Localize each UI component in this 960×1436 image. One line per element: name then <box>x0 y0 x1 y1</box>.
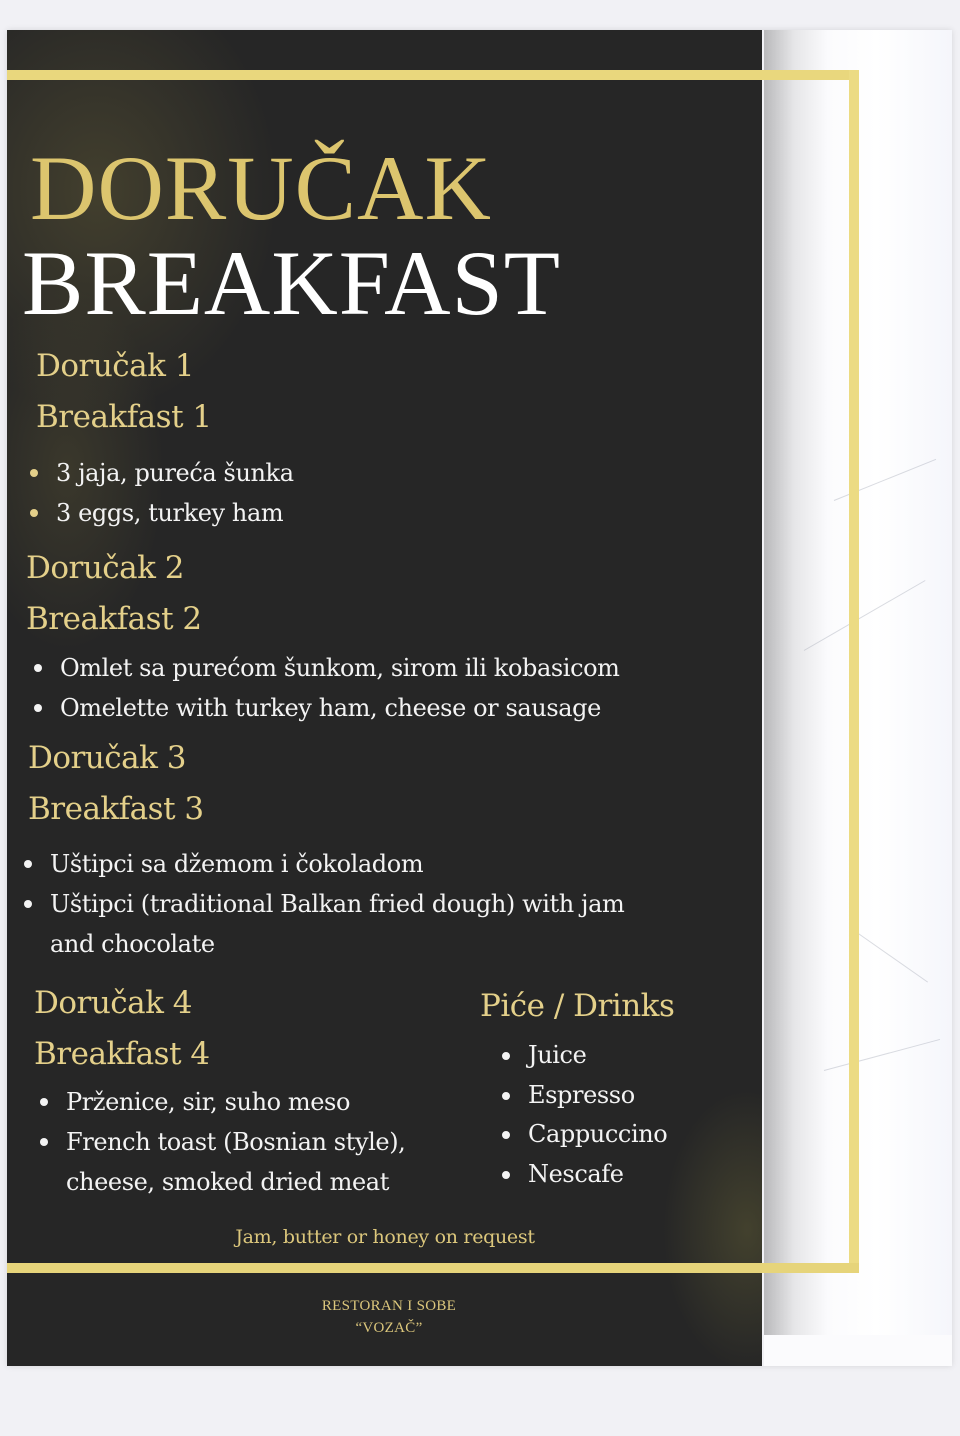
list-item-continuation: and chocolate <box>50 930 215 958</box>
list-item-continuation: cheese, smoked dried meat <box>66 1168 389 1196</box>
drink-item: Espresso <box>498 1076 667 1116</box>
section-4-items <box>36 1082 405 1202</box>
gold-frame-right <box>849 70 859 1273</box>
list-item: 3 eggs, turkey ham <box>26 493 294 533</box>
restaurant-name-line1: RESTORAN I SOBE <box>321 1298 457 1314</box>
marble-lower-strip <box>764 1335 952 1366</box>
section-3-items <box>20 844 624 964</box>
list-item: 3 jaja, pureća šunka <box>26 453 294 493</box>
title-local: DORUČAK <box>30 137 492 239</box>
list-item: Prženice, sir, suho meso <box>36 1082 405 1122</box>
list-item: French toast (Bosnian style), <box>36 1122 405 1162</box>
section-4-heading-local: Doručak 4 <box>34 985 193 1021</box>
section-4-heading-english: Breakfast 4 <box>34 1036 210 1072</box>
section-1-heading-local: Doručak 1 <box>36 348 195 384</box>
drink-item: Juice <box>498 1036 667 1076</box>
title-english: BREAKFAST <box>22 232 561 334</box>
gold-frame-top <box>7 70 859 80</box>
section-2-heading-local: Doručak 2 <box>26 550 185 586</box>
drinks-heading <box>480 987 674 1038</box>
drinks-items <box>498 1036 667 1194</box>
section-2-items <box>30 648 620 728</box>
marble-vein <box>854 930 928 982</box>
section-1-items <box>26 453 294 533</box>
section-3-heading-local: Doručak 3 <box>28 740 187 776</box>
list-item: Uštipci (traditional Balkan fried dough) with jam <box>20 884 624 924</box>
marble-vein <box>804 580 926 651</box>
section-3-heading <box>28 739 204 841</box>
gold-frame-bottom <box>7 1263 859 1273</box>
section-4-heading <box>34 984 210 1086</box>
section-3-heading-english: Breakfast 3 <box>28 791 204 827</box>
restaurant-footer <box>0 1295 778 1339</box>
request-note: Jam, butter or honey on request <box>235 1226 535 1248</box>
marble-vein <box>824 1039 940 1071</box>
section-2-heading-english: Breakfast 2 <box>26 601 202 637</box>
section-2-heading <box>26 549 202 651</box>
drink-item: Nescafe <box>498 1155 667 1195</box>
list-item: Omelette with turkey ham, cheese or sausage <box>30 688 620 728</box>
drinks-heading-label: Piće / Drinks <box>480 988 675 1024</box>
restaurant-name-line2: “VOZAČ” <box>355 1320 423 1336</box>
drink-item: Cappuccino <box>498 1115 667 1155</box>
list-item: Omlet sa purećom šunkom, sirom ili kobasicom <box>30 648 620 688</box>
section-1-heading-english: Breakfast 1 <box>36 399 212 435</box>
list-item: Uštipci sa džemom i čokoladom <box>20 844 624 884</box>
section-1-heading <box>36 347 212 449</box>
